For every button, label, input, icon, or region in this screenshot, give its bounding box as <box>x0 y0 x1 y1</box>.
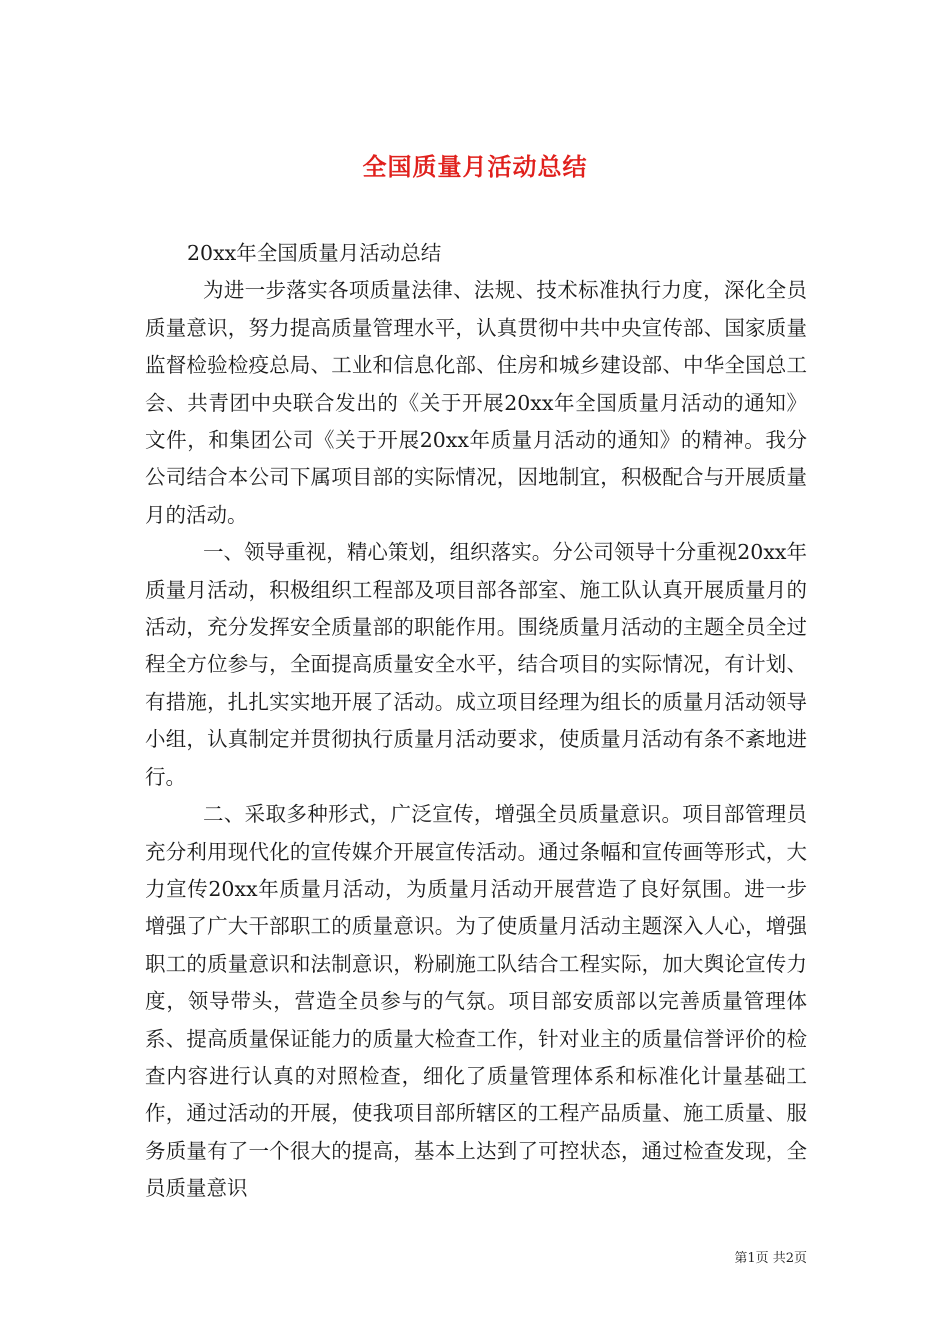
page-number: 第1页 共2页 <box>734 1251 807 1266</box>
document-subtitle: 20xx年全国质量月活动总结 <box>187 241 442 265</box>
document-body <box>145 235 807 1208</box>
document-title: 全国质量月活动总结 <box>362 153 588 182</box>
paragraph-intro: 为进一步落实各项质量法律、法规、技术标准执行力度，深化全员质量意识，努力提高质量管理水平，认真贯彻中共中央宣传部、国家质量监督检验检疫总局、工业和信息化部、住房和城乡建设部、中华全国总工会、共青团中央联合发出的《关于开展20xx年全国质量月活动的通知》文件，和集团公司《关于开展20xx年质量月活动的通知》的精神。我分公司结合本公司下属项目部的实际情况，因地制宜，积极配合与开展质量月的活动。 <box>145 278 807 527</box>
paragraph-section-one: 一、领导重视，精心策划，组织落实。分公司领导十分重视20xx年质量月活动，积极组织工程部及项目部各部室、施工队认真开展质量月的活动，充分发挥安全质量部的职能作用。围绕质量月活动的主题全员全过程全方位参与，全面提高质量安全水平，结合项目的实际情况，有计划、有措施，扎扎实实地开展了活动。成立项目经理为组长的质量月活动领导小组，认真制定并贯彻执行质量月活动要求，使质量月活动有条不紊地进行。 <box>145 540 807 789</box>
paragraph-section-two: 二、采取多种形式，广泛宣传，增强全员质量意识。项目部管理员充分利用现代化的宣传媒介开展宣传活动。通过条幅和宣传画等形式，大力宣传20xx年质量月活动，为质量月活动开展营造了良好氛围。进一步增强了广大干部职工的质量意识。为了使质量月活动主题深入人心，增强职工的质量意识和法制意识，粉刷施工队结合工程实际，加大舆论宣传力度，领导带头，营造全员参与的气氛。项目部安质部以完善质量管理体系、提高质量保证能力的质量大检查工作，针对业主的质量信誉评价的检查内容进行认真的对照检查，细化了质量管理体系和标准化计量基础工作，通过活动的开展，使我项目部所辖区的工程产品质量、施工质量、服务质量有了一个很大的提高，基本上达到了可控状态，通过检查发现，全员质量意识 <box>145 802 807 1201</box>
